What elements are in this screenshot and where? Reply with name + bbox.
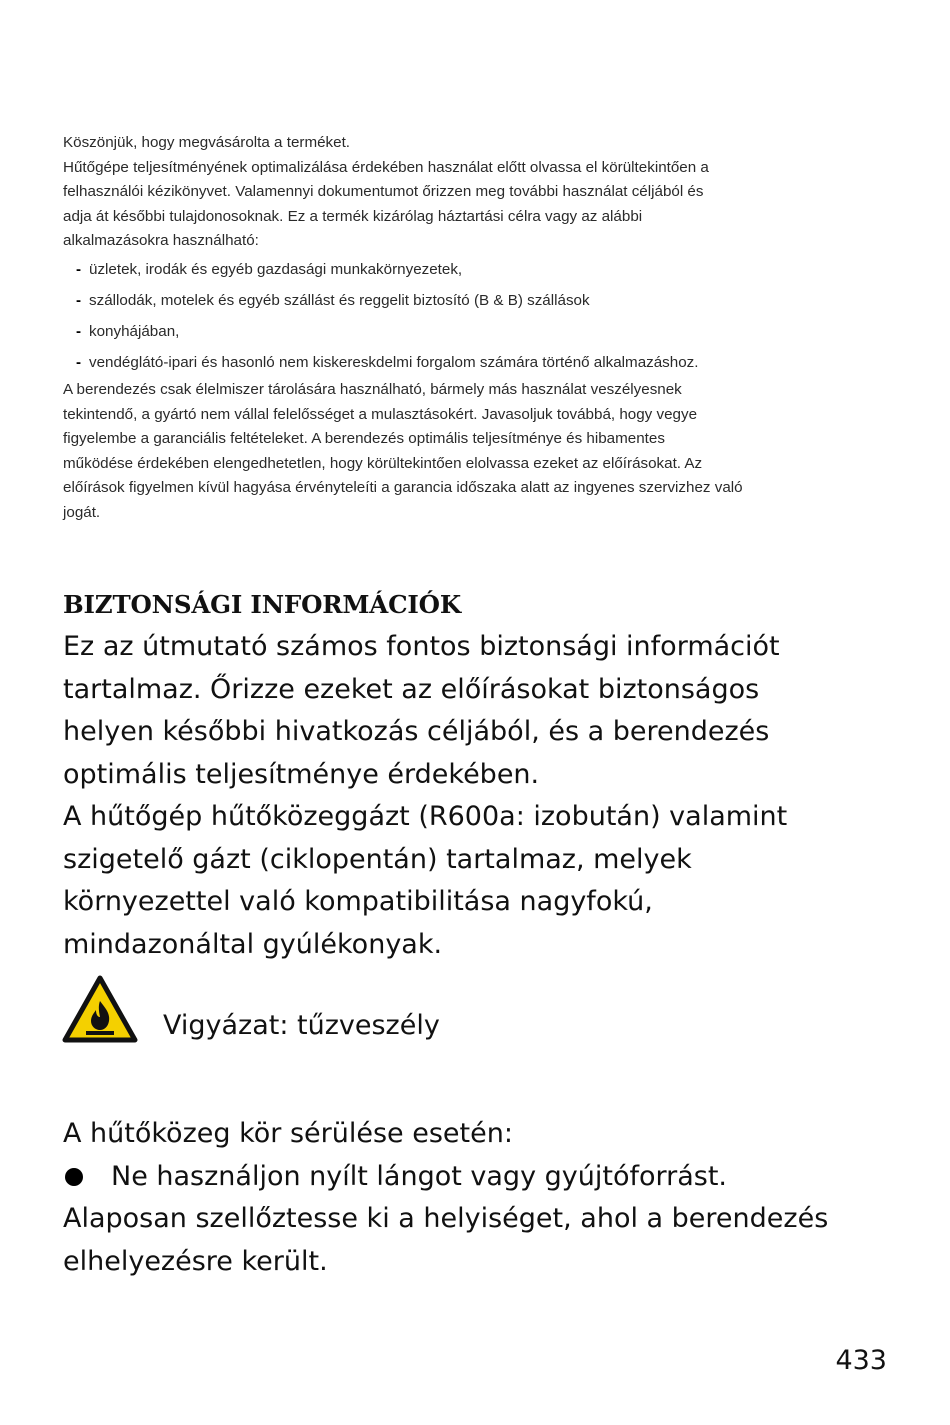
- leak-section: [63, 1113, 903, 1283]
- intro-line: felhasználói kézikönyvet. Valamennyi dokumentumot őrizzen meg további használat céljából és: [63, 183, 704, 201]
- safety-heading: BIZTONSÁGI INFORMÁCIÓK: [63, 590, 461, 619]
- bullet-dot-icon: [65, 1168, 83, 1186]
- list-item: - konyhájában,: [63, 316, 873, 347]
- safety-line: A hűtőgép hűtőközeggázt (R600a: izobután) valamint: [63, 801, 788, 832]
- safety-line: Ez az útmutató számos fontos biztonsági információt: [63, 631, 780, 662]
- safety-line: környezettel való kompatibilitása nagyfokú,: [63, 886, 653, 917]
- list-item: - vendéglátó-ipari és hasonló nem kiskereskdelmi forgalom számára történő alkalmazáshoz.: [63, 347, 873, 378]
- warning-text: Vigyázat: tűzveszély: [163, 1010, 440, 1041]
- intro-tail-line: tekintendő, a gyártó nem vállal felelősséget a mulasztásokért. Javasoljuk továbbá, hogy vegye: [63, 405, 698, 423]
- safety-line: mindazonáltal gyúlékonyak.: [63, 928, 443, 960]
- leak-heading: A hűtőközeg kör sérülése esetén:: [63, 1118, 513, 1149]
- dash-marker: -: [76, 260, 82, 278]
- intro-text: [63, 131, 873, 526]
- safety-line: optimális teljesítménye érdekében.: [63, 758, 540, 790]
- list-item: - szállodák, motelek és egyéb szállást és reggelit biztosító (B & B) szállások: [63, 285, 873, 316]
- intro-tail-line: A berendezés csak élelmiszer tárolására használható, bármely más használat veszélyesnek: [63, 380, 682, 398]
- safety-line: helyen későbbi hivatkozás céljából, és a berendezés: [63, 716, 770, 747]
- dash-marker: -: [76, 322, 82, 340]
- intro-tail-line: előírások figyelmen kívül hagyása érvényteleíti a garancia időszaka alatt az ingyenes szervizhez való: [63, 479, 743, 497]
- safety-line: tartalmaz. Őrizze ezeket az előírásokat biztonságos: [63, 673, 760, 705]
- usage-list: [63, 254, 873, 378]
- dash-marker: -: [76, 291, 82, 309]
- intro-line: adja át későbbi tulajdonosoknak. Ez a termék kizárólag háztartási célra vagy az alábbi: [63, 207, 643, 225]
- bullet-item: [63, 1156, 903, 1199]
- intro-tail-line: jogát.: [63, 503, 101, 521]
- page-number: 433: [835, 1345, 887, 1376]
- ventilation-line: Alaposan szellőztesse ki a helyiséget, ahol a berendezés: [63, 1203, 829, 1234]
- intro-tail-line: működése érdekében elengedhetetlen, hogy körültekintően elolvassa ezeket az előírásokat. Az: [63, 454, 703, 472]
- list-item: - üzletek, irodák és egyéb gazdasági munkakörnyezetek,: [63, 254, 873, 285]
- intro-tail-line: figyelembe a garanciális feltételeket. A berendezés optimális teljesítménye és hibamentes: [63, 430, 665, 448]
- ventilation-line: elhelyezésre került.: [63, 1245, 328, 1277]
- dash-marker: -: [76, 353, 82, 371]
- intro-line: alkalmazásokra használható:: [63, 232, 259, 250]
- intro-line: Köszönjük, hogy megvásárolta a terméket.: [63, 134, 351, 151]
- safety-body: [63, 626, 903, 966]
- bullet-text: Ne használjon nyílt lángot vagy gyújtóforrást.: [111, 1160, 728, 1192]
- safety-line: szigetelő gázt (ciklopentán) tartalmaz, melyek: [63, 843, 692, 875]
- intro-line: Hűtőgépe teljesítményének optimalizálása érdekében használat előtt olvassa el körültekintően a: [63, 158, 709, 176]
- flammable-warning-icon: [62, 975, 138, 1043]
